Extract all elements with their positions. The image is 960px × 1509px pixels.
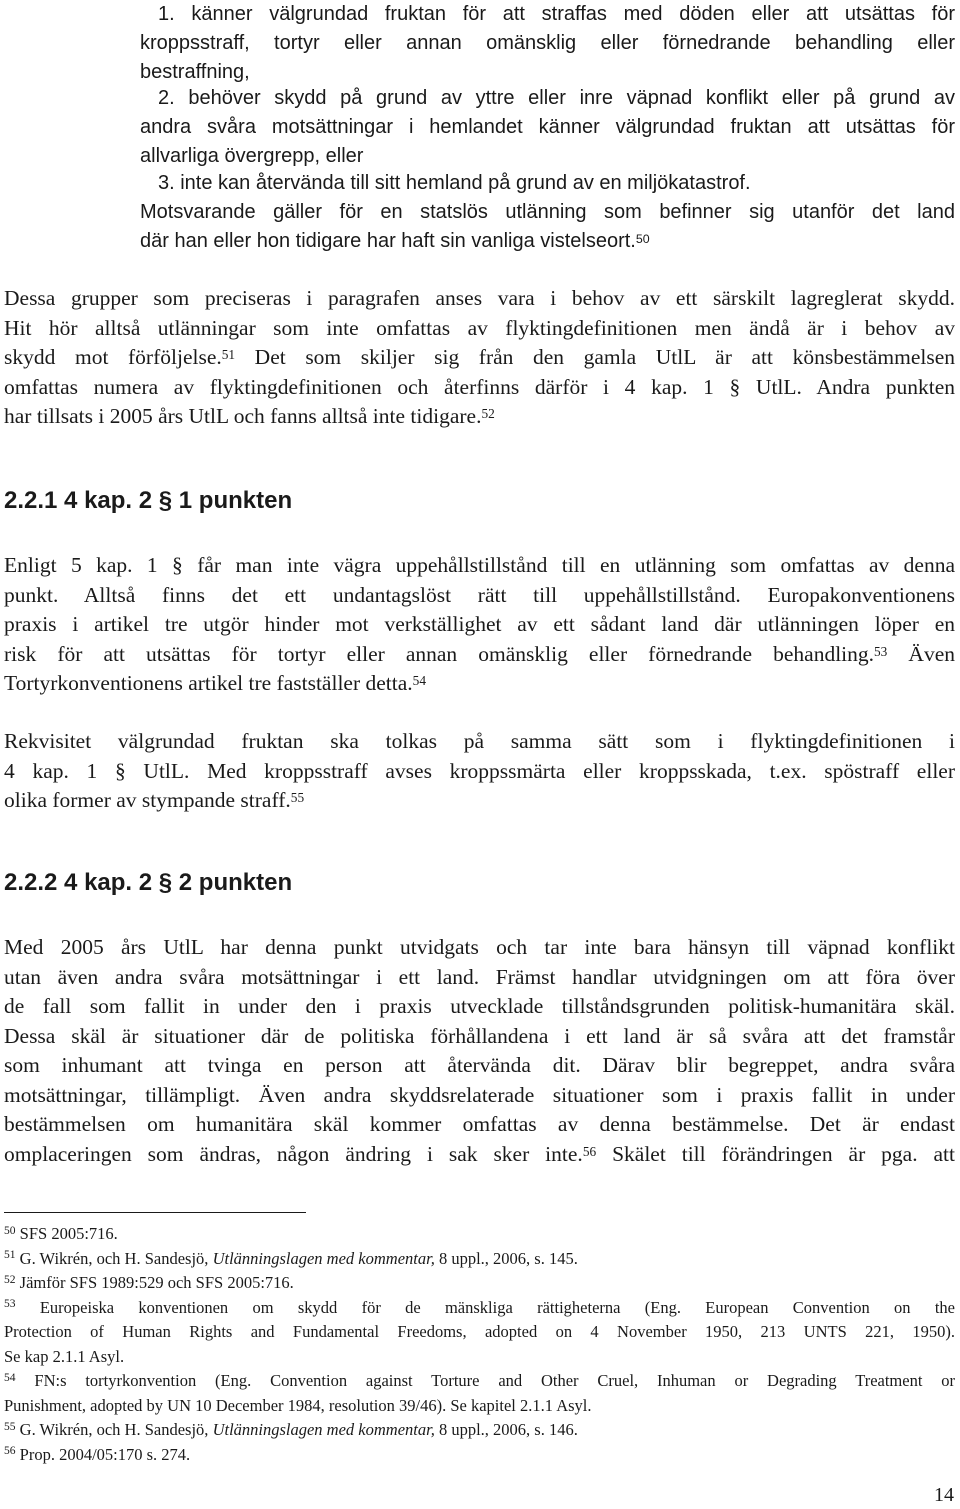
para1-line-3 [4, 343, 955, 373]
footnote-text: FN:s tortyrkonvention (Eng. Convention against Torture and Other Cruel, Inhuman or Degrading Treatment or [34, 1371, 956, 1390]
footnote-number: 56 [4, 1445, 16, 1458]
footnote-ref-54[interactable]: 54 [412, 673, 426, 689]
para4-line-2: utan även andra svåra motsättningar i ett land. Främst handlar utvidgningen om att föra över [4, 964, 955, 989]
para1-text-3b: Det som skiljer sig från den gamla UtlL är att könsbestämmelsen [235, 345, 955, 369]
footnote-text: Prop. 2004/05:170 s. 274. [19, 1444, 191, 1464]
para4-text-8b: Skälet till förändringen är pga. att [596, 1141, 955, 1166]
footnote-51 [4, 1247, 955, 1272]
footnote-text: Europeiska konventionen om skydd för de mänskliga rättigheterna (Eng. European Convention on the [39, 1297, 956, 1317]
list-item-1-line-1: 1. känner välgrundad fruktan för att straffas med döden eller att utsättas för [158, 3, 955, 25]
footnotes [4, 1222, 955, 1467]
footnote-number: 53 [4, 1298, 16, 1311]
paragraph-rekvisitet [4, 727, 955, 816]
footnote-number: 54 [4, 1371, 16, 1384]
para4-line-1: Med 2005 års UtlL har denna punkt utvidgats och tar inte bara hänsyn till väpnad konflikt [4, 935, 955, 959]
list-item-2 [140, 84, 955, 171]
para2-line-2: punkt. Alltså finns det ett undantagslöst rätt till uppehållstillstånd. Europakonventionens [4, 582, 955, 607]
footnote-53-line-2: Protection of Human Rights and Fundamental Freedoms, adopted on 4 November 1950, 213 UNTS 221, 1950). [4, 1322, 955, 1341]
footnote-ref-51[interactable]: 51 [221, 347, 236, 363]
footnote-book-title: Utlänningslagen med kommentar, [212, 1420, 435, 1439]
para4-line-6: motsättningar, tillämpligt. Även andra skyddsrelaterade situationer som i praxis fallit in under [4, 1082, 955, 1107]
para4-line-5: som inhumant att tvinga en person att återvända dit. Därav blir begreppet, andra svåra [4, 1053, 955, 1077]
list-item-2-line-1: 2. behöver skydd på grund av yttre eller inre väpnad konflikt eller på grund av [158, 87, 955, 109]
footnote-number: 51 [4, 1249, 16, 1262]
para3-line-1: Rekvisitet välgrundad fruktan ska tolkas på samma sätt som i flyktingdefinitionen i [4, 729, 955, 753]
para2-line-5 [4, 669, 955, 699]
para4-text-8a: omplaceringen som ändras, någon ändring i sak sker inte. [4, 1141, 583, 1166]
para1-line-1: Dessa grupper som preciseras i paragrafen anses vara i behov av ett särskilt lagreglerat skydd. [4, 286, 955, 310]
para2-line-4 [4, 640, 955, 670]
footnote-ref-52[interactable]: 52 [481, 406, 495, 422]
footnote-54-line-2: Punishment, adopted by UN 10 December 1984, resolution 39/46). Se kapitel 2.1.1 Asyl. [4, 1395, 592, 1415]
list-item-3-text: 3. inte kan återvända till sitt hemland på grund av en miljökatastrof. [158, 172, 751, 194]
footnote-number: 55 [4, 1420, 16, 1433]
list-item-3 [158, 169, 948, 198]
para3-line-3 [4, 786, 955, 816]
footnote-text: 8 uppl., 2006, s. 146. [434, 1420, 578, 1439]
para4-line-7: bestämmelsen om humanitära skäl kommer omfattas av denna bestämmelse. Det är endast [4, 1112, 955, 1136]
section-heading-2-2-1: 2.2.1 4 kap. 2 § 1 punkten [4, 487, 293, 514]
para2-text-5: Tortyrkonventionens artikel tre fastställer detta. [4, 671, 413, 695]
stateless-paragraph [140, 198, 955, 256]
footnote-55 [4, 1418, 955, 1443]
list-item-1-line-2: kroppsstraff, tortyr eller annan omänsklig eller förnedrande behandling eller [140, 32, 955, 54]
para2-line-3: praxis i artikel tre utgör hinder mot verkställighet av ett sådant land där utlänningen löper en [4, 612, 955, 636]
list-item-1 [140, 0, 955, 87]
para3-line-2: 4 kap. 1 § UtlL. Med kroppsstraff avses kroppssmärta eller kroppsskada, t.ex. spöstraff eller [4, 758, 955, 783]
para4-line-3: de fall som fallit in under den i praxis utvecklade tillståndsgrunden politisk-humanitära skäl. [4, 994, 955, 1018]
footnote-ref-50[interactable]: 50 [635, 231, 650, 246]
footnote-50 [4, 1222, 955, 1247]
list-item-2-line-2: andra svåra motsättningar i hemlandet känner välgrundad fruktan att utsättas för [140, 116, 955, 138]
footnote-ref-55[interactable]: 55 [290, 790, 305, 806]
footnote-text: SFS 2005:716. [19, 1224, 118, 1243]
para1-text-3a: skydd mot förföljelse. [4, 345, 222, 369]
paragraph-groups [4, 284, 955, 432]
page-number: 14 [934, 1484, 954, 1506]
stateless-text: där han eller hon tidigare har haft sin vanliga vistelseort. [140, 230, 636, 252]
para1-line-2: Hit hör alltså utlänningar som inte omfattas av flyktingdefinitionen men ändå är i behov av [4, 315, 955, 340]
footnote-56 [4, 1443, 955, 1468]
footnote-54-line-1 [4, 1369, 955, 1394]
footnote-number: 52 [4, 1273, 16, 1286]
footnote-52 [4, 1271, 955, 1296]
footnote-text: Jämför SFS 1989:529 och SFS 2005:716. [19, 1273, 294, 1292]
footnote-text: G. Wikrén, och H. Sandesjö, [19, 1248, 213, 1268]
footnote-number: 50 [4, 1224, 16, 1237]
para3-text-3: olika former av stympande straff. [4, 788, 291, 812]
para1-line-4: omfattas numera av flyktingdefinitionen och återfinns därför i 4 kap. 1 § UtlL. Andra punkten [4, 374, 955, 399]
stateless-line-2 [140, 227, 955, 256]
para2-text-4a: risk för att utsättas för tortyr eller annan omänsklig eller förnedrande behandling. [4, 641, 875, 666]
para4-line-4: Dessa skäl är situationer där de politiska förhållandena i ett land är så svåra att det framstår [4, 1023, 955, 1048]
footnote-text: 8 uppl., 2006, s. 145. [434, 1248, 578, 1268]
list-item-1-line-3: bestraffning, [140, 61, 250, 83]
footnote-53-line-1 [4, 1296, 955, 1321]
list-item-2-line-3: allvarliga övergrepp, eller [140, 145, 364, 167]
footnote-separator [4, 1212, 306, 1213]
stateless-line-1: Motsvarande gäller för en statslös utlänning som befinner sig utanför det land [140, 201, 955, 223]
section-heading-2-2-2: 2.2.2 4 kap. 2 § 2 punkten [4, 869, 293, 896]
footnote-ref-56[interactable]: 56 [582, 1143, 597, 1159]
footnote-book-title: Utlänningslagen med kommentar, [212, 1248, 435, 1268]
paragraph-med-2005 [4, 933, 955, 1169]
footnote-text: G. Wikrén, och H. Sandesjö, [19, 1420, 213, 1439]
para2-text-4b: Även [887, 641, 955, 666]
paragraph-enligt [4, 551, 955, 699]
para4-line-8 [4, 1140, 955, 1170]
para2-line-1: Enligt 5 kap. 1 § får man inte vägra uppehållstillstånd till en utlänning som omfattas av denna [4, 553, 955, 577]
footnote-ref-53[interactable]: 53 [874, 643, 888, 659]
para1-text-5: har tillsats i 2005 års UtlL och fanns alltså inte tidigare. [4, 404, 482, 428]
footnote-53-line-3: Se kap 2.1.1 Asyl. [4, 1346, 125, 1366]
para1-line-5 [4, 402, 955, 432]
